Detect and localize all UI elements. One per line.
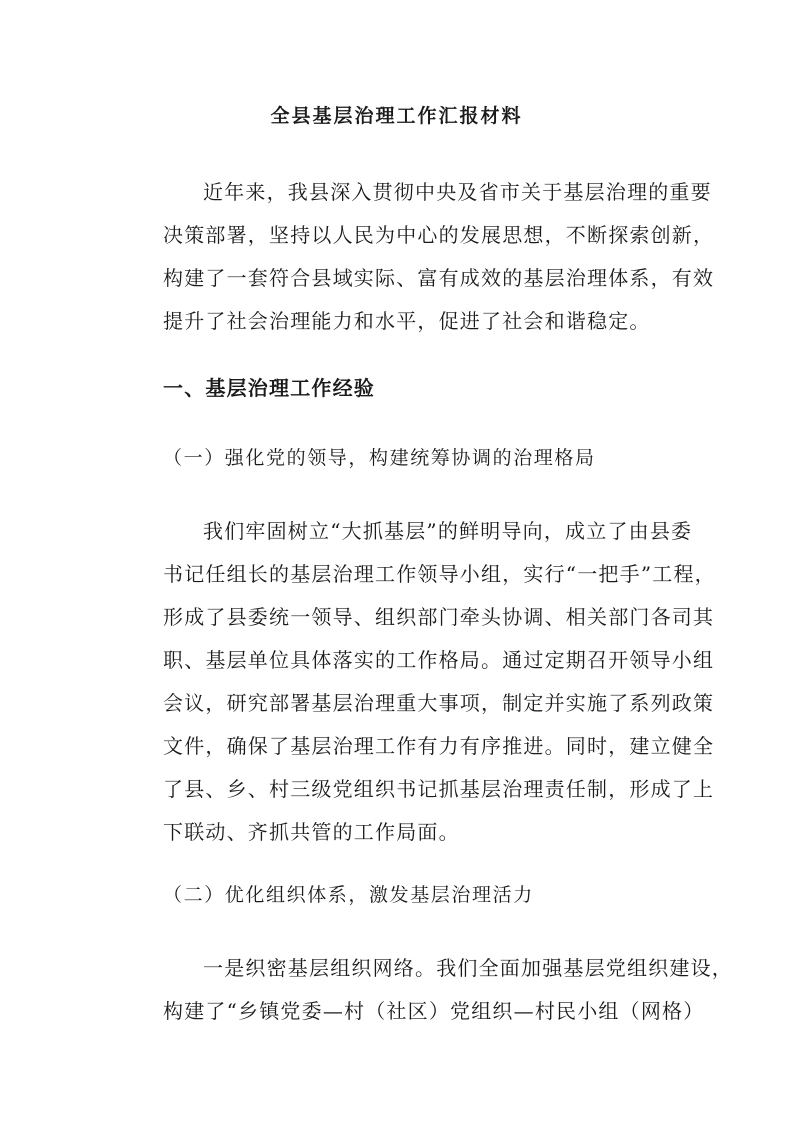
subsection-1-heading: （一）强化党的领导，构建统筹协调的治理格局 — [163, 447, 596, 469]
section-1-heading: 一、基层治理工作经验 — [163, 376, 375, 400]
sub1-line-6: 文件，确保了基层治理工作有力有序推进。同时，建立健全 — [163, 734, 715, 758]
sub2-line-1: 一是织密基层组织网络。我们全面加强基层党组织建设， — [203, 956, 733, 980]
sub1-line-8: 下联动、齐抓共管的工作局面。 — [163, 820, 460, 844]
sub2-line-2: 构建了“乡镇党委—村（社区）党组织—村民小组（网格） — [163, 999, 705, 1023]
intro-line-3: 构建了一套符合县域实际、富有成效的基层治理体系，有效 — [163, 266, 715, 290]
sub1-line-3: 形成了县委统一领导、组织部门牵头协调、相关部门各司其 — [163, 605, 715, 629]
subsection-2-heading: （二）优化组织体系，激发基层治理活力 — [163, 884, 534, 906]
intro-line-4: 提升了社会治理能力和水平，促进了社会和谐稳定。 — [163, 309, 651, 333]
sub1-line-1: 我们牢固树立“大抓基层”的鲜明导向，成立了由县委 — [203, 519, 693, 543]
sub1-line-7: 了县、乡、村三级党组织书记抓基层治理责任制，形成了上 — [163, 777, 715, 801]
sub1-line-4: 职、基层单位具体落实的工作格局。通过定期召开领导小组 — [163, 648, 715, 672]
intro-line-2: 决策部署，坚持以人民为中心的发展思想，不断探索创新， — [163, 223, 715, 247]
sub1-line-5: 会议，研究部署基层治理重大事项，制定并实施了系列政策 — [163, 691, 715, 715]
document-title: 全县基层治理工作汇报材料 — [270, 105, 523, 127]
intro-line-1: 近年来，我县深入贯彻中央及省市关于基层治理的重要 — [203, 180, 712, 204]
sub1-line-2: 书记任组长的基层治理工作领导小组，实行“一把手”工程， — [163, 562, 716, 586]
